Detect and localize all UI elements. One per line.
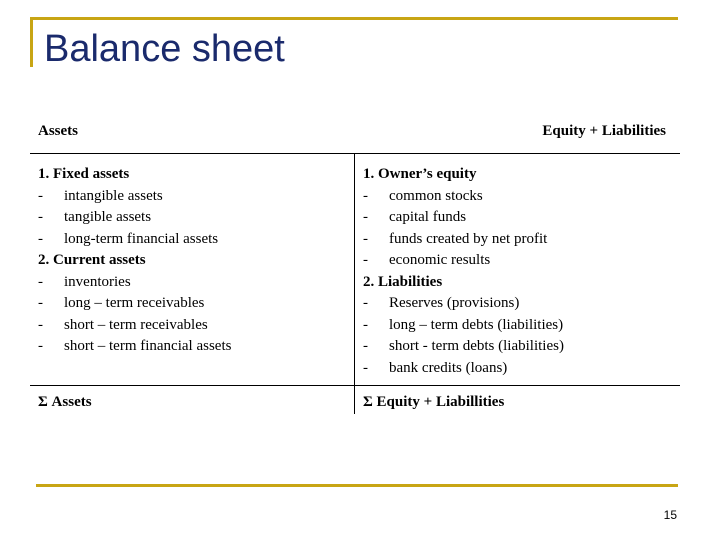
list-item-label: intangible assets (64, 187, 163, 204)
list-item (363, 293, 672, 315)
dash: - (38, 230, 43, 247)
table-body-row (30, 154, 680, 385)
list-item (38, 186, 346, 208)
list-item-label: short – term receivables (64, 316, 208, 333)
current-assets-title: 2. Current assets (38, 252, 146, 268)
page-title: Balance sheet (44, 28, 285, 70)
list-item-label: capital funds (389, 209, 467, 225)
dash: - (363, 295, 368, 311)
balance-sheet-table (30, 112, 680, 414)
dash: - (363, 209, 368, 225)
list-item (363, 186, 672, 208)
list-item-label: long – term debts (liabilities) (389, 316, 564, 333)
list-item-label: common stocks (389, 187, 483, 204)
owners-equity-title: 1. Owner’s equity (363, 166, 477, 182)
equity-liabilities-header: Equity + Liabilities (542, 123, 666, 139)
list-item (38, 293, 346, 315)
dash: - (38, 295, 43, 311)
list-item (363, 358, 672, 380)
list-item (38, 315, 346, 337)
assets-header: Assets (38, 123, 78, 139)
dash: - (38, 316, 43, 333)
equity-liabilities-column (355, 154, 680, 385)
list-item-label: inventories (64, 273, 131, 290)
list-item-label: short - term debts (liabilities) (389, 338, 564, 354)
list-item (363, 315, 672, 337)
top-accent-line (30, 17, 678, 20)
dash: - (38, 273, 43, 290)
list-item (38, 272, 346, 294)
list-item-label: long-term financial assets (64, 230, 219, 247)
table-header-row (30, 112, 680, 153)
list-item-label: short – term financial assets (64, 338, 232, 354)
list-item (363, 250, 672, 272)
dash: - (38, 187, 43, 204)
list-item (363, 229, 672, 251)
dash: - (363, 316, 368, 333)
list-item-label: economic results (389, 252, 491, 268)
list-item (38, 229, 346, 251)
dash: - (38, 338, 43, 354)
dash: - (363, 252, 368, 268)
list-item-label: long – term receivables (64, 295, 205, 311)
dash: - (363, 230, 368, 247)
list-item (38, 336, 346, 358)
dash: - (363, 338, 368, 354)
total-equity-liabilities: Σ Equity + Liabillities (363, 394, 505, 410)
list-item-label: Reserves (provisions) (389, 295, 520, 311)
liabilities-title: 2. Liabilities (363, 273, 443, 290)
list-item (363, 207, 672, 229)
page-number: 15 (663, 508, 677, 522)
list-item-label: bank credits (loans) (389, 359, 508, 376)
list-item (38, 207, 346, 229)
bottom-accent-line (36, 484, 678, 487)
left-accent-line (30, 17, 33, 67)
list-item-label: tangible assets (64, 209, 152, 225)
dash: - (38, 209, 43, 225)
fixed-assets-title: 1. Fixed assets (38, 166, 130, 182)
totals-row (30, 386, 680, 414)
list-item-label: funds created by net profit (389, 230, 548, 247)
assets-column (30, 154, 355, 385)
dash: - (363, 359, 368, 376)
dash: - (363, 187, 368, 204)
list-item (363, 336, 672, 358)
total-assets: Σ Assets (30, 386, 355, 414)
